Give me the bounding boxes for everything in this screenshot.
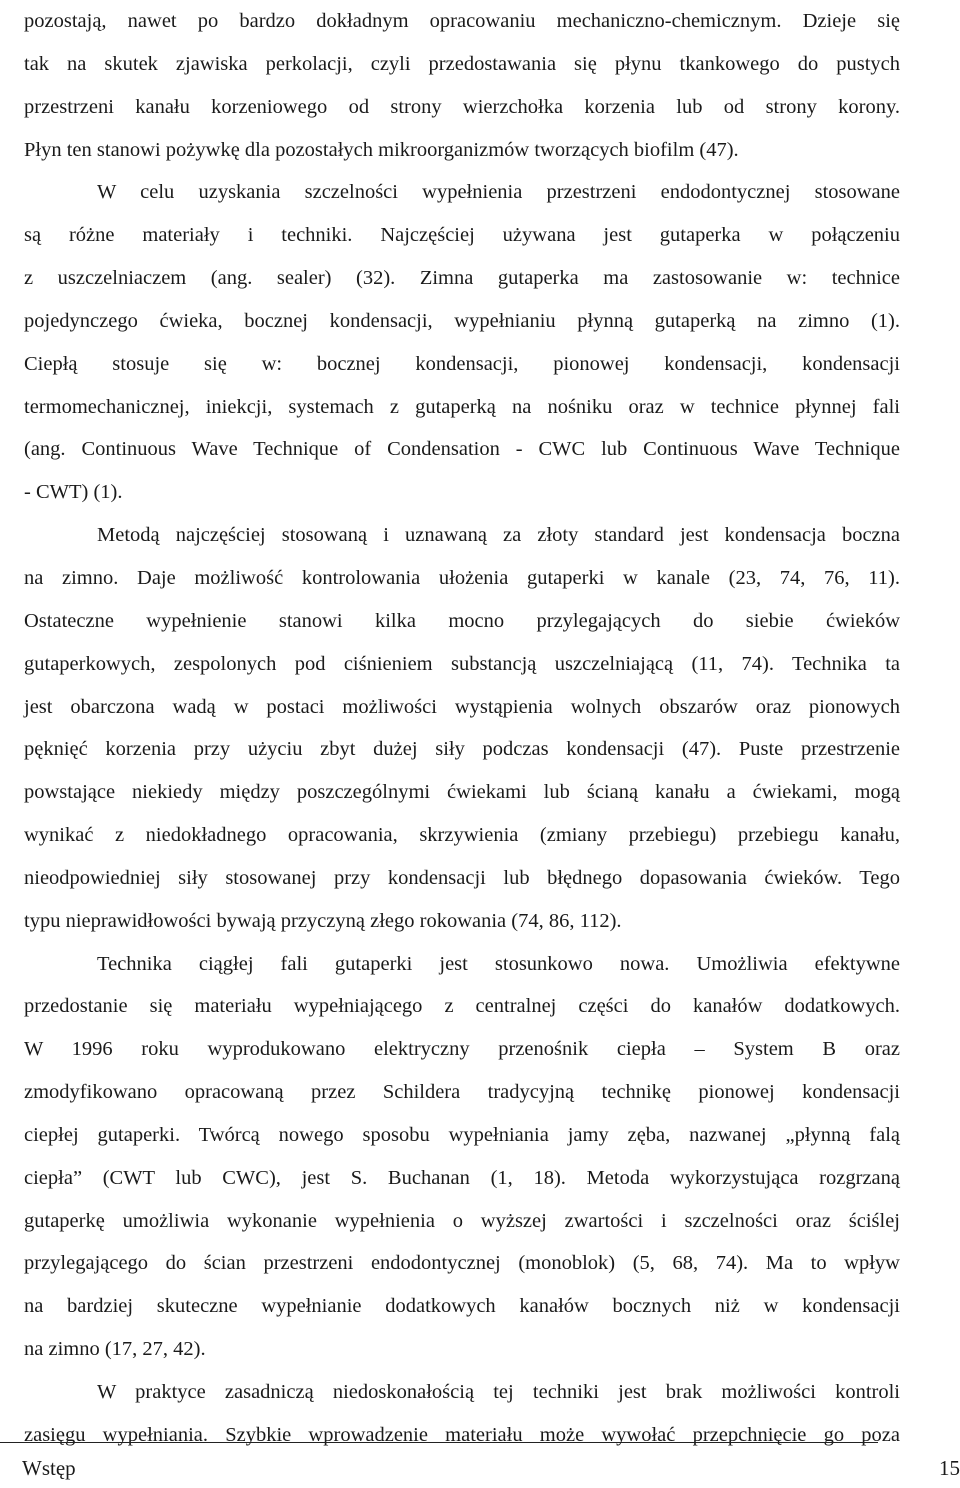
text-line: na bardziej skuteczne wypełnianie dodatkowych kanałów bocznych niż w kondensacji — [24, 1295, 900, 1318]
text-line: Ostateczne wypełnienie stanowi kilka mocno przylegających do siebie ćwieków — [24, 609, 900, 632]
text-line: są różne materiały i techniki. Najczęściej używana jest gutaperka w połączeniu — [24, 224, 900, 247]
text-line: pozostają, nawet po bardzo dokładnym opracowaniu mechaniczno-chemicznym. Dzieje się — [24, 10, 900, 32]
text-line: W 1996 roku wyprodukowano elektryczny przenośnik ciepła – System B oraz — [24, 1038, 900, 1061]
document-body — [24, 0, 900, 1457]
text-line: na zimno (17, 27, 42). — [24, 1338, 206, 1361]
text-line: Technika ciągłej fali gutaperki jest stosunkowo nowa. Umożliwia efektywne — [97, 952, 900, 975]
text-line: przylegającego do ścian przestrzeni endodontycznej (monoblok) (5, 68, 74). Ma to wpływ — [24, 1252, 900, 1275]
text-line: (ang. Continuous Wave Technique of Condensation - CWC lub Continuous Wave Technique — [24, 438, 900, 461]
text-line: zasięgu wypełniania. Szybkie wprowadzenie materiału może wywołać przepchnięcie go poza — [24, 1423, 900, 1446]
text-line: jest obarczona wadą w postaci możliwości wystąpienia wolnych obszarów oraz pionowych — [24, 695, 900, 718]
text-line: z uszczelniaczem (ang. sealer) (32). Zimna gutaperka ma zastosowanie w: technice — [24, 267, 900, 290]
text-line: nieodpowiedniej siły stosowanej przy kondensacji lub błędnego dopasowania ćwieków. Tego — [24, 866, 900, 889]
text-line: Metodą najczęściej stosowaną i uznawaną za złoty standard jest kondensacja boczna — [97, 524, 900, 547]
text-line: przestrzeni kanału korzeniowego od strony wierzchołka korzenia lub od strony korony. — [24, 95, 900, 118]
footer-divider — [0, 1442, 878, 1443]
text-line: wynikać z niedokładnego opracowania, skrzywienia (zmiany przebiegu) przebiegu kanału, — [24, 824, 900, 847]
text-line: Ciepłą stosuje się w: bocznej kondensacji, pionowej kondensacji, kondensacji — [24, 352, 900, 375]
text-line: przedostanie się materiału wypełniającego z centralnej części do kanałów dodatkowych. — [24, 995, 900, 1018]
text-line: ciepłej gutaperki. Twórcą nowego sposobu wypełniania jamy zęba, nazwanej „płynną falą — [24, 1123, 900, 1146]
text-line: na zimno. Daje możliwość kontrolowania ułożenia gutaperki w kanale (23, 74, 76, 11). — [24, 566, 900, 589]
text-line: typu nieprawidłowości bywają przyczyną złego rokowania (74, 86, 112). — [24, 909, 622, 932]
text-line: - CWT) (1). — [24, 481, 123, 504]
text-line: W praktyce zasadniczą niedoskonałością tej techniki jest brak możliwości kontroli — [97, 1381, 900, 1403]
text-line: gutaperkowych, zespolonych pod ciśnieniem substancją uszczelniającą (11, 74). Technika ta — [24, 652, 900, 675]
text-line: pojedynczego ćwieka, bocznej kondensacji, wypełnianiu płynną gutaperką na zimno (1). — [24, 309, 900, 332]
text-line: Płyn ten stanowi pożywkę dla pozostałych mikroorganizmów tworzących biofilm (47). — [24, 138, 739, 161]
text-line: zmodyfikowano opracowaną przez Schildera tradycyjną technikę pionowej kondensacji — [24, 1081, 900, 1104]
text-line: powstające niekiedy między poszczególnymi ćwiekami lub ścianą kanału a ćwiekami, mogą — [24, 781, 900, 804]
text-line: ciepła” (CWT lub CWC), jest S. Buchanan (1, 18). Metoda wykorzystująca rozgrzaną — [24, 1166, 900, 1189]
text-line: termomechanicznej, iniekcji, systemach z gutaperką na nośniku oraz w technice płynnej fali — [24, 395, 900, 418]
page-number: 15 — [939, 1456, 960, 1480]
text-line: pęknięć korzenia przy użyciu zbyt dużej siły podczas kondensacji (47). Puste przestrzenie — [24, 738, 900, 761]
text-line: gutaperkę umożliwia wykonanie wypełnienia o wyższej zwartości i szczelności oraz ściślej — [24, 1209, 900, 1232]
text-line: tak na skutek zjawiska perkolacji, czyli przedostawania się płynu tkankowego do pustych — [24, 52, 900, 75]
footer-section-title: Wstęp — [22, 1456, 76, 1480]
text-line: W celu uzyskania szczelności wypełnienia przestrzeni endodontycznej stosowane — [97, 181, 900, 204]
